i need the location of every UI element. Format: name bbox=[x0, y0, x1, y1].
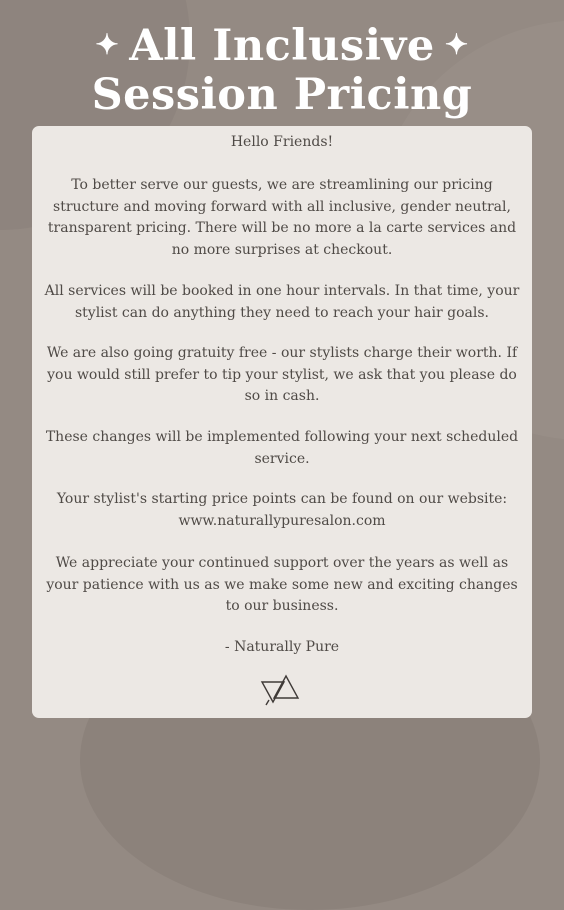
paragraph-pricing: To better serve our guests, we are streamlining our pricing structure and moving forward with all inclusive, gender neutral, transparent pricing. There will be no more a la carte services and no more surprises at checkout. bbox=[47, 177, 517, 258]
paragraph-website: Your stylist's starting price points can be found on our website: www.naturallypuresalon.com bbox=[56, 491, 508, 529]
paragraph-thanks: We appreciate your continued support over the years as well as your patience with us as we make some new and exciting changes to our business. bbox=[46, 555, 518, 614]
paragraph-implementation: These changes will be implemented following your next scheduled service. bbox=[45, 429, 519, 467]
title-line-2: Session Pricing bbox=[91, 70, 473, 120]
sparkle-icon: ✦ bbox=[95, 28, 120, 61]
paragraph-booking: All services will be booked in one hour intervals. In that time, your stylist can do anything they need to reach your hair goals. bbox=[44, 283, 520, 321]
title-line-1 bbox=[0, 20, 564, 71]
sparkle-icon: ✦ bbox=[444, 28, 469, 61]
greeting: Hello Friends! bbox=[230, 134, 334, 150]
signature: - Naturally Pure bbox=[224, 639, 340, 655]
title-text-1: All Inclusive bbox=[129, 21, 435, 71]
page-title bbox=[0, 20, 564, 120]
letter-card bbox=[32, 126, 532, 718]
paragraph-gratuity: We are also going gratuity free - our stylists charge their worth. If you would still prefer to tip your stylist, we ask that you please do so in cash. bbox=[46, 345, 518, 404]
triangles-logo-icon bbox=[259, 672, 305, 706]
